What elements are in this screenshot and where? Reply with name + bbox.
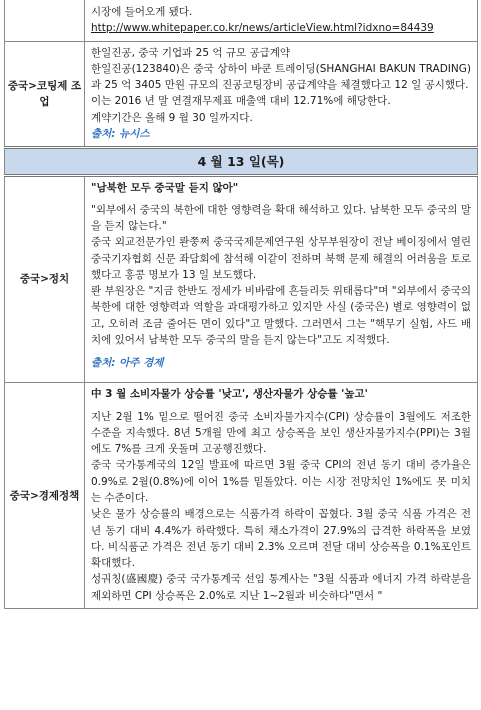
body-text: 이는 2016 년 말 연결재무제표 매출액 대비 12.71%에 해당한다. [91,95,391,108]
article-link[interactable]: http://www.whitepaper.co.kr/news/articleView.html?idxno=84439 [91,22,434,35]
category-cell [5,0,85,41]
body-paragraph: 성궈칭(盛國慶) 중국 국가통계국 선임 통계사는 "3월 식품과 에너지 가격 하락분을 제외하면 CPI 상승폭은 2.0%로 지난 1~2월과 비슷하다"면서 " [91,573,471,602]
body-paragraph: 낮은 물가 상승률의 배경으로는 식품가격 하락이 꼽혔다. 3월 중국 식품 가격은 전년 동기 대비 4.4%가 하락했다. 특히 채소가격이 27.9%의 급격한 하락폭을 보였다. 비식품군 가격은 전년 동기 대비 2.3% 오르며 전달 대비 상승폭을 0.1%포인트 확대했다. [91,508,471,570]
article-headline: "남북한 모두 중국말 듣지 않아" [91,181,239,194]
article-cell [85,383,478,608]
category-label: 중국>경제정책 [9,489,80,502]
table-row [5,0,478,41]
article-cell [85,0,478,41]
table-row [5,175,478,383]
date-header: 4 월 13 일(목) [5,148,478,175]
body-paragraph: 롼 부원장은 "지금 한반도 정세가 비바람에 흔들리듯 위태롭다"며 "외부에서 중국의 북한에 대한 영향력과 역할을 과대평가하고 있지만 사실 (중국은) 별로 영향력이 없고, 오히려 조금 줄어든 면이 있다"고 말했다. 그러면서 그는 "핵무기 실험, 사드 배치에 있어서 남북한 모두 중국의 말을 듣지 않는다"고도 지적했다. [91,285,471,346]
table-row [5,41,478,148]
body-text: 한일진공(123840)은 중국 상하이 바쿤 트레이딩(SHANGHAI BAKUN TRADING)과 25 억 3405 만원 규모의 진공코팅장비 공급계약을 체결했다고 12 일 공시했다. [91,62,471,92]
source-credit: 출처: 아주 경제 [91,357,164,370]
body-paragraph: 중국 외교전문가인 롼쭝쩌 중국국제문제연구원 상무부원장이 전날 베이징에서 열린 중국기자협회 신문 좌담회에 참석해 이같이 전하며 북핵 문제 해결의 어려움을 토로했다고 홍콩 명보가 13 일 보도했다. [91,236,471,281]
table-row [5,383,478,608]
body-paragraph: "외부에서 중국의 북한에 대한 영향력을 확대 해석하고 있다. 남북한 모두 중국의 말을 듣지 않는다." [91,203,471,233]
article-cell [85,175,478,383]
news-table [4,0,478,609]
category-cell [5,175,85,383]
article-cell [85,41,478,148]
body-text: 시장에 들어오게 됐다. [91,6,193,18]
body-paragraph: 중국 국가통계국의 12일 발표에 따르면 3월 중국 CPI의 전년 동기 대비 증가율은 0.9%로 2월(0.8%)에 이어 1%를 밑돌았다. 이는 시장 전망치인 1%에도 못 미치는 수준이다. [91,459,471,505]
category-cell [5,41,85,148]
article-headline: 中 3 월 소비자물가 상승률 '낮고', 생산자물가 상승률 '높고' [91,388,368,401]
source-credit: 출처: 뉴시스 [91,127,150,140]
body-paragraph: 지난 2월 1% 밑으로 떨어진 중국 소비자물가지수(CPI) 상승률이 3월에도 저조한 수준을 지속했다. 8년 5개월 만에 최고 상승폭을 보인 생산자물가지수(PPI)는 3월에도 7%를 크게 웃돌며 고공행진했다. [91,410,471,456]
date-header-row [5,148,478,175]
body-text: 한일진공, 중국 기업과 25 억 규모 공급계약 [91,46,291,59]
body-text: 계약기간은 올해 9 월 30 일까지다. [91,111,253,124]
category-label: 중국>정치 [19,273,70,286]
category-label: 중국>코팅제 조업 [7,79,82,108]
category-cell [5,383,85,608]
